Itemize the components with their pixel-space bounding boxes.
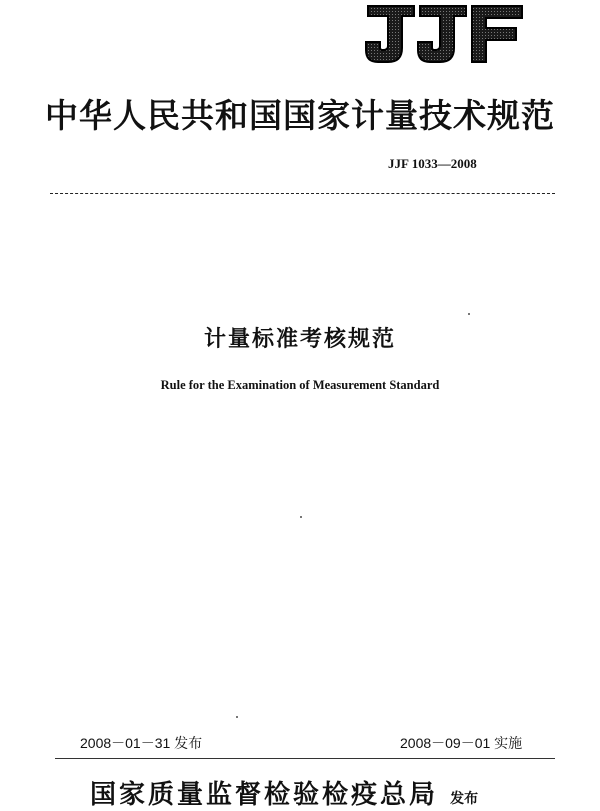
publishing-body-title: 中华人民共和国国家计量技术规范 [45, 96, 555, 135]
scan-speck [236, 716, 238, 718]
publisher [90, 774, 478, 811]
scan-speck [300, 516, 302, 518]
document-title-en: Rule for the Examination of Measurement Standard [160, 378, 440, 392]
header-divider [50, 193, 555, 194]
standard-number: JJF 1033—2008 [388, 156, 477, 171]
publisher-suffix: 发布 [450, 791, 479, 807]
jjf-logo [364, 4, 524, 66]
scan-speck [468, 313, 470, 315]
logo-text: JJF [364, 4, 366, 5]
issue-date: 2008－01－31 发布 [80, 735, 203, 751]
document-title-cn: 计量标准考核规范 [203, 327, 396, 352]
footer-divider [55, 758, 555, 759]
effective-date: 2008－09－01 实施 [400, 735, 523, 751]
publisher-name: 国家质量监督检验检疫总局 [90, 780, 439, 810]
